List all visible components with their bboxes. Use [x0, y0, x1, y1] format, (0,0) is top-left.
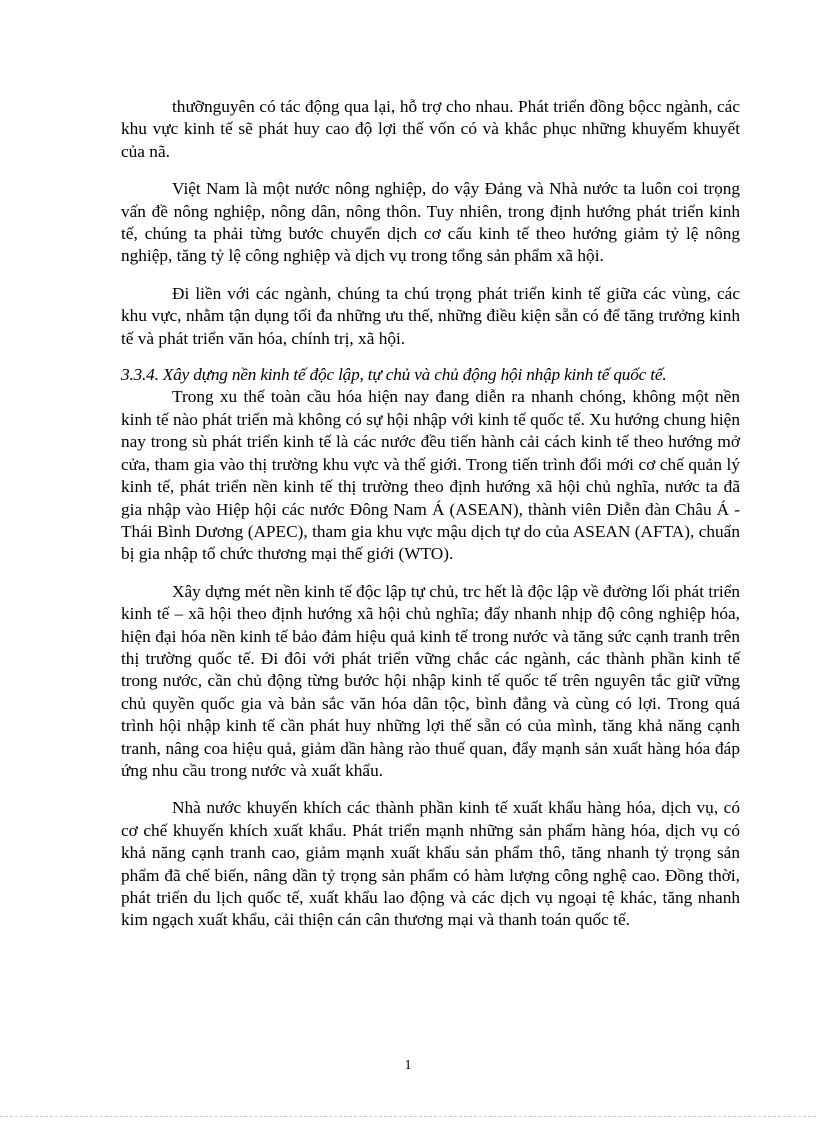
document-body	[121, 96, 740, 932]
section-heading: 3.3.4. Xây dựng nền kinh tế độc lập, tự chủ và chủ động hội nhập kinh tế quốc tế.	[121, 365, 667, 385]
paragraph-5: Xây dựng mét nền kinh tế độc lập tự chủ, trc hết là độc lập về đường lối phát triển kinh tế – xã hội theo định hướng xã hội chủ nghĩa; đẩy nhanh nhịp độ công nghiệp hóa, hiện đại hóa nền kinh tế bảo đảm hiệu quả kinh tế trong nước và tăng sức cạnh tranh trên thị trường quốc tế. Đi đôi với phát triển vững chắc các ngành, các thành phần kinh tế trong nước, cần chủ động từng bước hội nhập kinh tế quốc tế trên nguyên tắc giữ vững chủ quyền quốc gia và bản sắc văn hóa dân tộc, bình đẳng và cùng có lợi. Trong quá trình hội nhập kinh tế cần phát huy những lợi thế sẵn có của mình, tăng khả năng cạnh tranh, nâng coa hiệu quả, giảm dần hàng rào thuế quan, đẩy mạnh sản xuất hàng hóa đáp ứng nhu cầu trong nước và xuất khẩu.	[121, 581, 741, 780]
paragraph-4: Trong xu thế toàn cầu hóa hiện nay đang diễn ra nhanh chóng, không một nền kinh tế nào phát triển mà không có sự hội nhập với kinh tế quốc tế. Xu hướng chung hiện nay trong sù phát triển kinh tế là các nước đều tiến hành cải cách kinh tế theo hướng mở cửa, tham gia vào thị trường khu vực và thế giới. Trong tiến trình đổi mới cơ chế quản lý kinh tế, phát triển nền kinh tế thị trường theo định hướng xã hội chủ nghĩa, nước ta đã gia nhập vào Hiệp hội các nước Đông Nam Á (ASEAN), thành viên Diễn đàn Châu Á - Thái Bình Dương (APEC), tham gia khu vực mậu dịch tự do của ASEAN (AFTA), chuẩn bị gia nhập tổ chức thương mại thế giới (WTO).	[121, 387, 740, 564]
paragraph-3: Đi liền với các ngành, chúng ta chú trọng phát triển kinh tế giữa các vùng, các khu vực, nhằm tận dụng tối đa những ưu thế, những điều kiện sẵn có để tăng trưởng kinh tế và phát triển văn hóa, chính trị, xã hội.	[121, 283, 740, 348]
page-number: 1	[404, 1058, 412, 1073]
page-bottom-divider	[0, 1116, 816, 1117]
paragraph-1: thưỡnguyên có tác động qua lại, hỗ trợ cho nhau. Phát triển đồng bộcc ngành, các khu vực kinh tế sẽ phát huy cao độ lợi thế vốn có và khắc phục những khuyếm khuyết của nã.	[121, 97, 740, 161]
paragraph-2: Việt Nam là một nước nông nghiệp, do vậy Đảng và Nhà nước ta luôn coi trọng vấn đề nông nghiệp, nông dân, nông thôn. Tuy nhiên, trong định hướng phát triển kinh tế, chúng ta phải từng bước chuyển dịch cơ cấu kinh tế theo hướng giảm tỷ lệ nông nghiệp, tăng tỷ lệ công nghiệp và dịch vụ trong tổng sản phẩm xã hội.	[121, 179, 740, 266]
paragraph-6: Nhà nước khuyến khích các thành phần kinh tế xuất khẩu hàng hóa, dịch vụ, có cơ chế khuyến khích xuất khẩu. Phát triển mạnh những sản phẩm hàng hóa, dịch vụ có khả năng cạnh tranh cao, giảm mạnh xuất khẩu sản phẩm thô, tăng nhanh tỷ trọng sản phẩm đã chế biến, nâng dần tỷ trọng sản phẩm có hàm lượng công nghệ cao. Đồng thời, phát triển du lịch quốc tế, xuất khẩu lao động và các dịch vụ ngoại tệ khác, tăng nhanh kim ngạch xuất khẩu, cải thiện cán cân thương mại và thanh toán quốc tế.	[121, 798, 740, 930]
